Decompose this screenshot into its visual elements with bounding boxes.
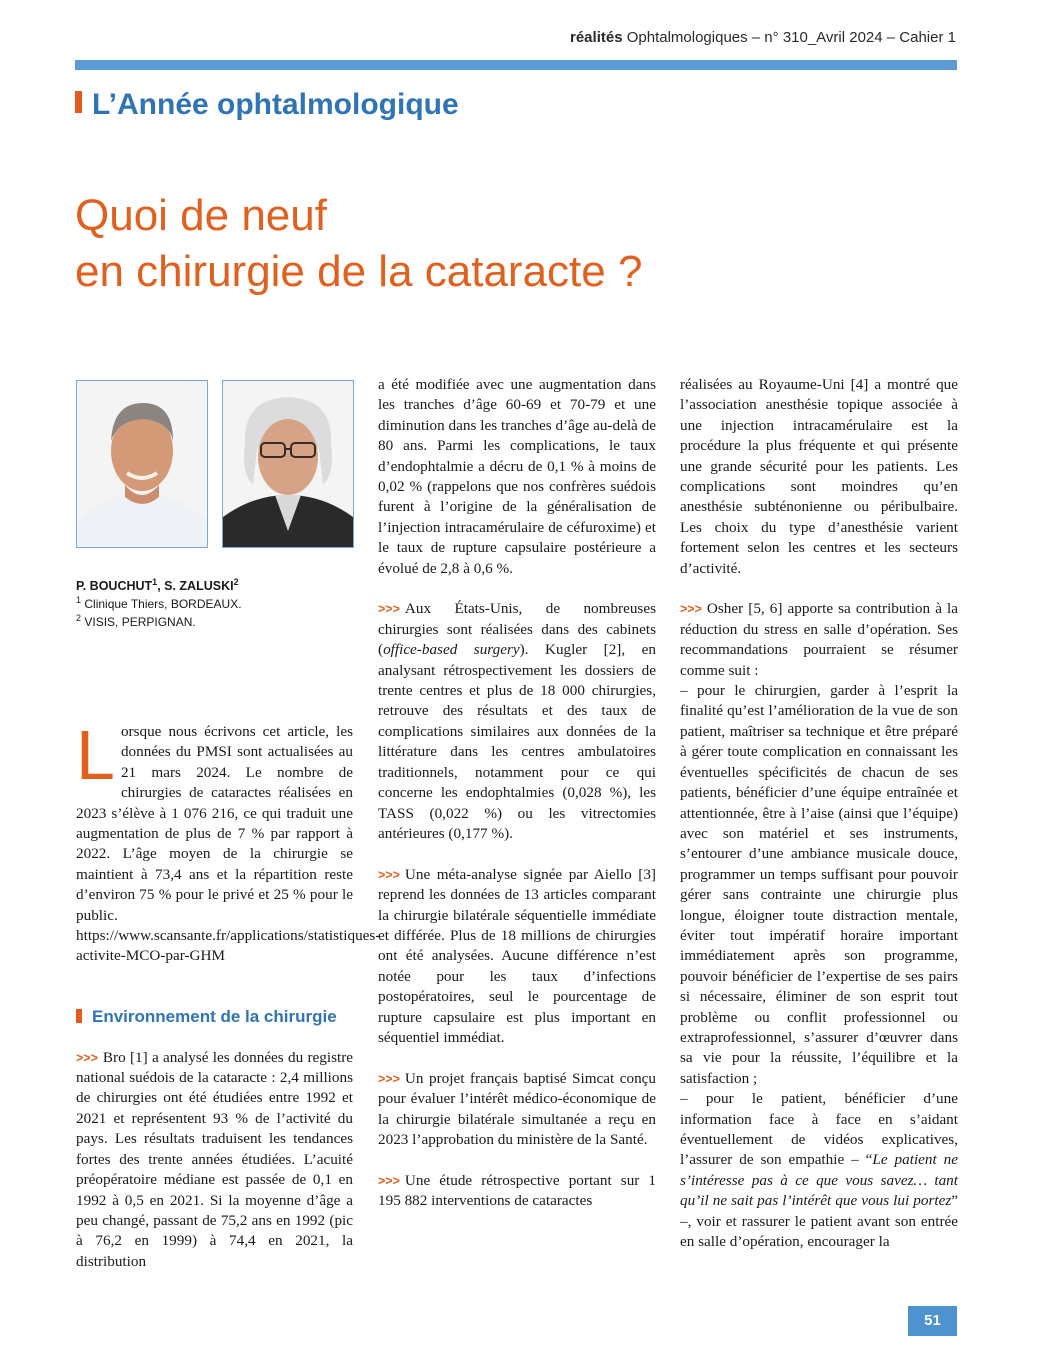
portrait-1-image xyxy=(77,381,207,547)
top-rule xyxy=(75,60,957,70)
author-photo-zaluski xyxy=(222,380,354,548)
article-title xyxy=(75,188,642,300)
paragraph-text: Une étude rétrospective portant sur 1 195 882 interventions de cataractes xyxy=(378,1171,656,1210)
osher-item-surgeon: – pour le chirurgien, garder à l’esprit la finalité qu’est l’amélioration de la vue de son patient, maîtriser sa technique et être préparé à gérer toute complication en connaissant les éventuelles spécificités de chacun de ses patients, bénéficier d’une équipe entraînée et attentionnée, être à l’aise (ainsi que l’équipe) avec son matériel et ses instruments, s’entourer d’une ambiance musicale douce, programmer un temps suffisant pour pouvoir gérer sans contrainte une chirurgie plus longue, éloigner toute distraction mentale, éviter tout impératif horaire important immédiatement après son programme, pouvoir bénéficier de l’expertise de ses pairs si nécessaire, éliminer de son esprit tout problème ou conflit professionnel ou extraprofessionnel, s’assurer d’œuvrer dans sa vie pour la réussite, l’équilibre et la satisfaction ; xyxy=(680,682,958,1087)
paragraph-kugler xyxy=(378,599,656,844)
author-2-sup: 2 xyxy=(233,577,239,587)
arrow-marker: >>> xyxy=(378,867,400,882)
subheading-marker xyxy=(76,1009,82,1023)
affiliation-2 xyxy=(76,611,242,629)
title-line-2: en chirurgie de la cataracte ? xyxy=(75,247,643,296)
paragraph-simcat xyxy=(378,1069,656,1151)
section-label: L’Année ophtalmologique xyxy=(92,88,459,121)
author-photo-bouchut xyxy=(76,380,208,548)
affiliation-1-text: Clinique Thiers, BORDEAUX. xyxy=(84,597,242,612)
author-names: P. BOUCHUT$^1$, S. ZALUSKI$^2$ xyxy=(76,577,239,594)
paragraph-text-a: Aux États-Unis, de nombreuses chirurgies sont réalisées dans des cabinets ( xyxy=(378,600,656,659)
column-3 xyxy=(680,375,958,1252)
paragraph-continuation: a été modifiée avec une augmentation dans les tranches d’âge 60-69 et 70-79 et une diminution dans les tranches d’âge au-delà de 80 ans. Parmi les complications, le taux d’endophtalmie a décru de 0,1 % à moins de 0,02 % (rappelons que nos confrères suédois furent à l’origine de la généralisation de l’injection intracamérulaire de céfuroxime) et le taux de rupture capsulaire postérieure a évolué de 2,8 à 0,6 %. xyxy=(378,376,656,577)
subheading-environnement xyxy=(76,1007,353,1027)
arrow-marker: >>> xyxy=(680,602,702,617)
author-1-sup: 1 xyxy=(152,577,158,587)
paragraph-royaume-uni: réalisées au Royaume-Uni [4] a montré que l’association anesthésie topique associée à une injection intracamérulaire est la procédure la plus fréquente et qui présente une grande sécurité pour les patients. Les complications sont moindres qu’en anesthésie subténonienne ou péribulbaire. Les choix du type d’anesthésie varient fortement selon les centres et les secteurs d’activité. xyxy=(680,376,958,577)
drop-cap: L xyxy=(76,716,115,794)
paragraph-emphasis: office-based surgery xyxy=(383,641,520,659)
column-1 xyxy=(76,716,381,1272)
author-1-name: P. BOUCHUT xyxy=(76,579,153,594)
section-heading xyxy=(75,88,459,122)
page-number: 51 xyxy=(908,1306,957,1336)
paragraph-aiello xyxy=(378,865,656,1049)
arrow-marker: >>> xyxy=(378,1173,400,1188)
osher-item-patient-a: – pour le patient, bénéficier d’une information face à face en s’aidant éventuellement de vidéos explicatives, l’assurer de son empathie – “ xyxy=(680,1090,958,1169)
intro-paragraph xyxy=(76,716,381,967)
affiliation-2-sup: 2 xyxy=(76,613,82,624)
paragraph-text: Un projet français baptisé Simcat conçu pour évaluer l’intérêt médico-économique de la chirurgie bilatérale simultanée a reçu en 2023 l’approbation du ministère de la Santé. xyxy=(378,1069,656,1148)
paragraph-retrospective xyxy=(378,1171,656,1212)
subheading-label: Environnement de la chirurgie xyxy=(92,1006,337,1026)
arrow-marker: >>> xyxy=(76,1050,98,1065)
arrow-marker: >>> xyxy=(378,602,400,617)
column-2 xyxy=(378,375,656,1212)
arrow-marker: >>> xyxy=(378,1071,400,1086)
author-block xyxy=(76,575,242,629)
title-line-1: Quoi de neuf xyxy=(75,191,327,240)
affiliation-2-text: VISIS, PERPIGNAN. xyxy=(84,615,196,630)
portrait-2-image xyxy=(223,381,353,547)
author-2-name: S. ZALUSKI xyxy=(164,579,234,594)
paragraph-bro xyxy=(76,1048,353,1272)
paragraph-text: Bro [1] a analysé les données du registre national suédois de la cataracte : 2,4 millions de chirurgies ont été étudiées entre 1992 et 2021 et représentent 93 % de l’activité du pays. Les résultats traduisent les tendances fortes des trente années étudiées. L’acuité préopératoire médiane est passée de 0,1 en 1992 à 0,5 en 2021. Si la moyenne d’âge a peu changé, passant de 75,2 ans en 1992 (pic à 76,2 en 1999) à 74,4 en 2021, la distribution xyxy=(76,1048,353,1270)
journal-brand: réalités xyxy=(570,29,623,46)
paragraph-osher xyxy=(680,599,958,1252)
running-head xyxy=(570,29,956,46)
affiliation-1 xyxy=(76,593,242,611)
osher-item-patient-b: ” –, voir et rassurer le patient avant son entrée en salle d’opération, encourager la xyxy=(680,1192,958,1251)
section-marker xyxy=(75,91,82,113)
intro-text: orsque nous écrivons cet article, les données du PMSI sont actualisées au 21 mars 2024. Le nombre de chirurgies de cataractes réalisées en 2023 s’élève à 1 076 216, ce qui traduit une augmentation de plus de 7 % par rapport à 2022. L’âge moyen de la chirurgie se maintient à 73,4 ans et la répartition reste d’environ 75 % pour le privé et 25 % pour le public. https://www.scansante.fr/applications/statistiques-activite-MCO-par-GHM xyxy=(76,723,381,965)
affiliation-1-sup: 1 xyxy=(76,595,82,606)
journal-issue: Ophtalmologiques – n° 310_Avril 2024 – Cahier 1 xyxy=(626,29,956,46)
paragraph-text: Une méta-analyse signée par Aiello [3] reprend les données de 13 articles comparant la chirurgie bilatérale séquentielle immédiate et différée. Plus de 18 millions de chirurgies ont été analysées. Aucune différence n’est notée pour les taux d’infections postopératoires, seul le pourcentage de rupture capsulaire est plus important en séquentiel immédiat. xyxy=(378,865,656,1046)
osher-intro: Osher [5, 6] apporte sa contribution à la réduction du stress en salle d’opération. Ses recommandations pourraient se résumer comme suit : xyxy=(680,600,958,679)
paragraph-text-b: ). Kugler [2], en analysant rétrospectivement les dossiers de trente centres et plus de 18 000 chirurgies, retrouve des résultats et des taux de complications similaires aux données de la littérature dans les centres ambulatoires traditionnels, notamment pour ce qui concerne les endophtalmies (0,028 %), les TASS (0,022 %) ou les vitrectomies antérieures (0,177 %). xyxy=(378,641,656,842)
osher-quote: Le patient ne s’intéresse pas à ce que vous savez… tant qu’il ne sait pas l’intérêt que vous lui portez xyxy=(680,1151,959,1210)
